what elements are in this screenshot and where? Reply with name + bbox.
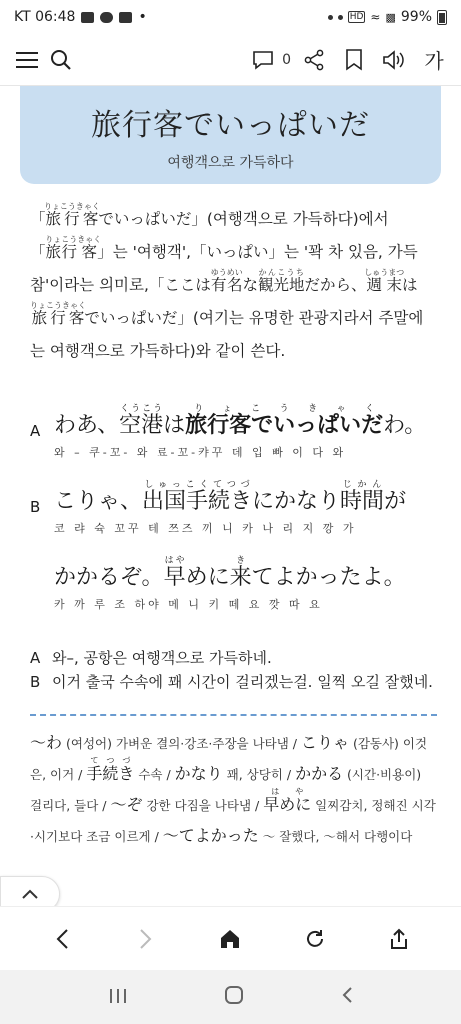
- share-network-icon[interactable]: [297, 43, 331, 77]
- speaker-label: B: [30, 673, 41, 691]
- system-navigation-bar: [0, 970, 461, 1024]
- font-size-button[interactable]: 가: [424, 49, 444, 73]
- gallery-icon: [81, 12, 94, 23]
- battery-icon: [437, 10, 447, 25]
- example-dialog: [30, 404, 437, 612]
- battery-percent: 99%: [400, 9, 432, 25]
- title-card: [20, 86, 441, 184]
- page-subtitle: 여행객으로 가득하다: [167, 155, 294, 171]
- youtube-icon: [119, 12, 132, 23]
- dialog-reading-a: 와 – 쿠-꼬- 와 료-꼬-캬꾸 데 입 빠 이 다 와: [54, 446, 347, 459]
- speaker-label: B: [30, 498, 41, 516]
- alarm-icon: [338, 15, 343, 20]
- system-back-icon[interactable]: [341, 985, 353, 1009]
- lock-icon: [328, 15, 333, 20]
- comment-count: 0: [282, 51, 291, 68]
- hd-icon: HD: [349, 12, 364, 22]
- reload-icon[interactable]: [293, 917, 337, 961]
- translation-b: 이거 출국 수속에 꽤 시간이 걸리겠는걸. 일찍 오길 잘했네.: [52, 673, 433, 691]
- recent-apps-icon[interactable]: [109, 985, 127, 1009]
- page-title: 旅行客でいっぱいだ: [91, 108, 370, 143]
- speaker-label: A: [30, 649, 41, 667]
- share-icon[interactable]: [377, 917, 421, 961]
- speaker-icon[interactable]: [377, 43, 411, 77]
- speaker-label: A: [30, 422, 41, 440]
- vocabulary-notes: ～わ (여성어) 가벼운 결의·강조·주장을 나타냄 / こりゃ (감동사) 이것은, 이거 / 手続きてつづ 수속 / かなり 꽤, 상당히 / かかる (시간·비용이) 걸리다, 들다 / ～ぞ 강한 다짐을 나타냄 / 早めにはや 일찌감치, 정해진 시각·시기보다 조금 이르게 / ～てよかった ～ 잘했다, ～해서 다행이다: [30, 733, 436, 845]
- app-toolbar: [0, 34, 461, 86]
- cloud-icon: [100, 12, 113, 23]
- scroll-top-button[interactable]: [0, 876, 60, 906]
- forward-icon[interactable]: [124, 917, 168, 961]
- dashed-divider: [30, 714, 437, 716]
- bottom-navigation: [0, 906, 461, 970]
- dialog-line-b: [30, 480, 437, 612]
- wifi-icon: ≈: [370, 10, 381, 24]
- home-icon[interactable]: [208, 917, 252, 961]
- dialog-reading-b-2: 카 까 루 조 하야 메 니 키 떼 요 깟 따 요: [54, 598, 323, 611]
- status-time: KT 06:48: [14, 9, 76, 25]
- dialog-line-a: [30, 404, 437, 460]
- dialog-reading-b-1: 코 랴 슉 꼬꾸 테 쯔즈 끼 니 카 나 리 지 깡 가: [54, 522, 357, 535]
- dialog-jp-a: わあ、空港くうこうは旅行客でいっぱいだりょこうきゃくわ。: [54, 404, 427, 438]
- system-home-icon[interactable]: [224, 985, 244, 1010]
- article-content: [0, 86, 461, 906]
- signal-icon: ▩: [385, 10, 396, 24]
- dialog-jp-b-2: かかるぞ。早はやめに来きてよかったよ。: [54, 556, 406, 590]
- comment-icon[interactable]: [246, 43, 280, 77]
- menu-icon[interactable]: [10, 43, 44, 77]
- back-icon[interactable]: [40, 917, 84, 961]
- status-dot: •: [138, 9, 147, 25]
- dialog-jp-b-1: こりゃ、出国手続きしゅっこくてつづにかなり時間じかんが: [54, 480, 407, 514]
- explanation-paragraph: 「旅行客りょこうきゃくでいっぱいだ」(여행객으로 가득하다)에서「旅行りょこう客きゃく」는 '여행객',「いっぱい」는 '꽉 차 있음, 가득참'이라는 의미로,「ここは有名ゆうめいな観光地かんこうちだから、週末しゅうまつは旅行客りょこうきゃくでいっぱいだ」(여기는 유명한 관광지라서 주말에는 여행객으로 가득하다)와 같이 쓴다.: [30, 202, 424, 360]
- translation-block: [30, 646, 437, 694]
- search-icon[interactable]: [44, 43, 78, 77]
- bookmark-icon[interactable]: [337, 43, 371, 77]
- translation-a: 와–, 공항은 여행객으로 가득하네.: [52, 649, 272, 667]
- status-bar: [0, 0, 461, 34]
- chevron-up-icon: [21, 888, 39, 900]
